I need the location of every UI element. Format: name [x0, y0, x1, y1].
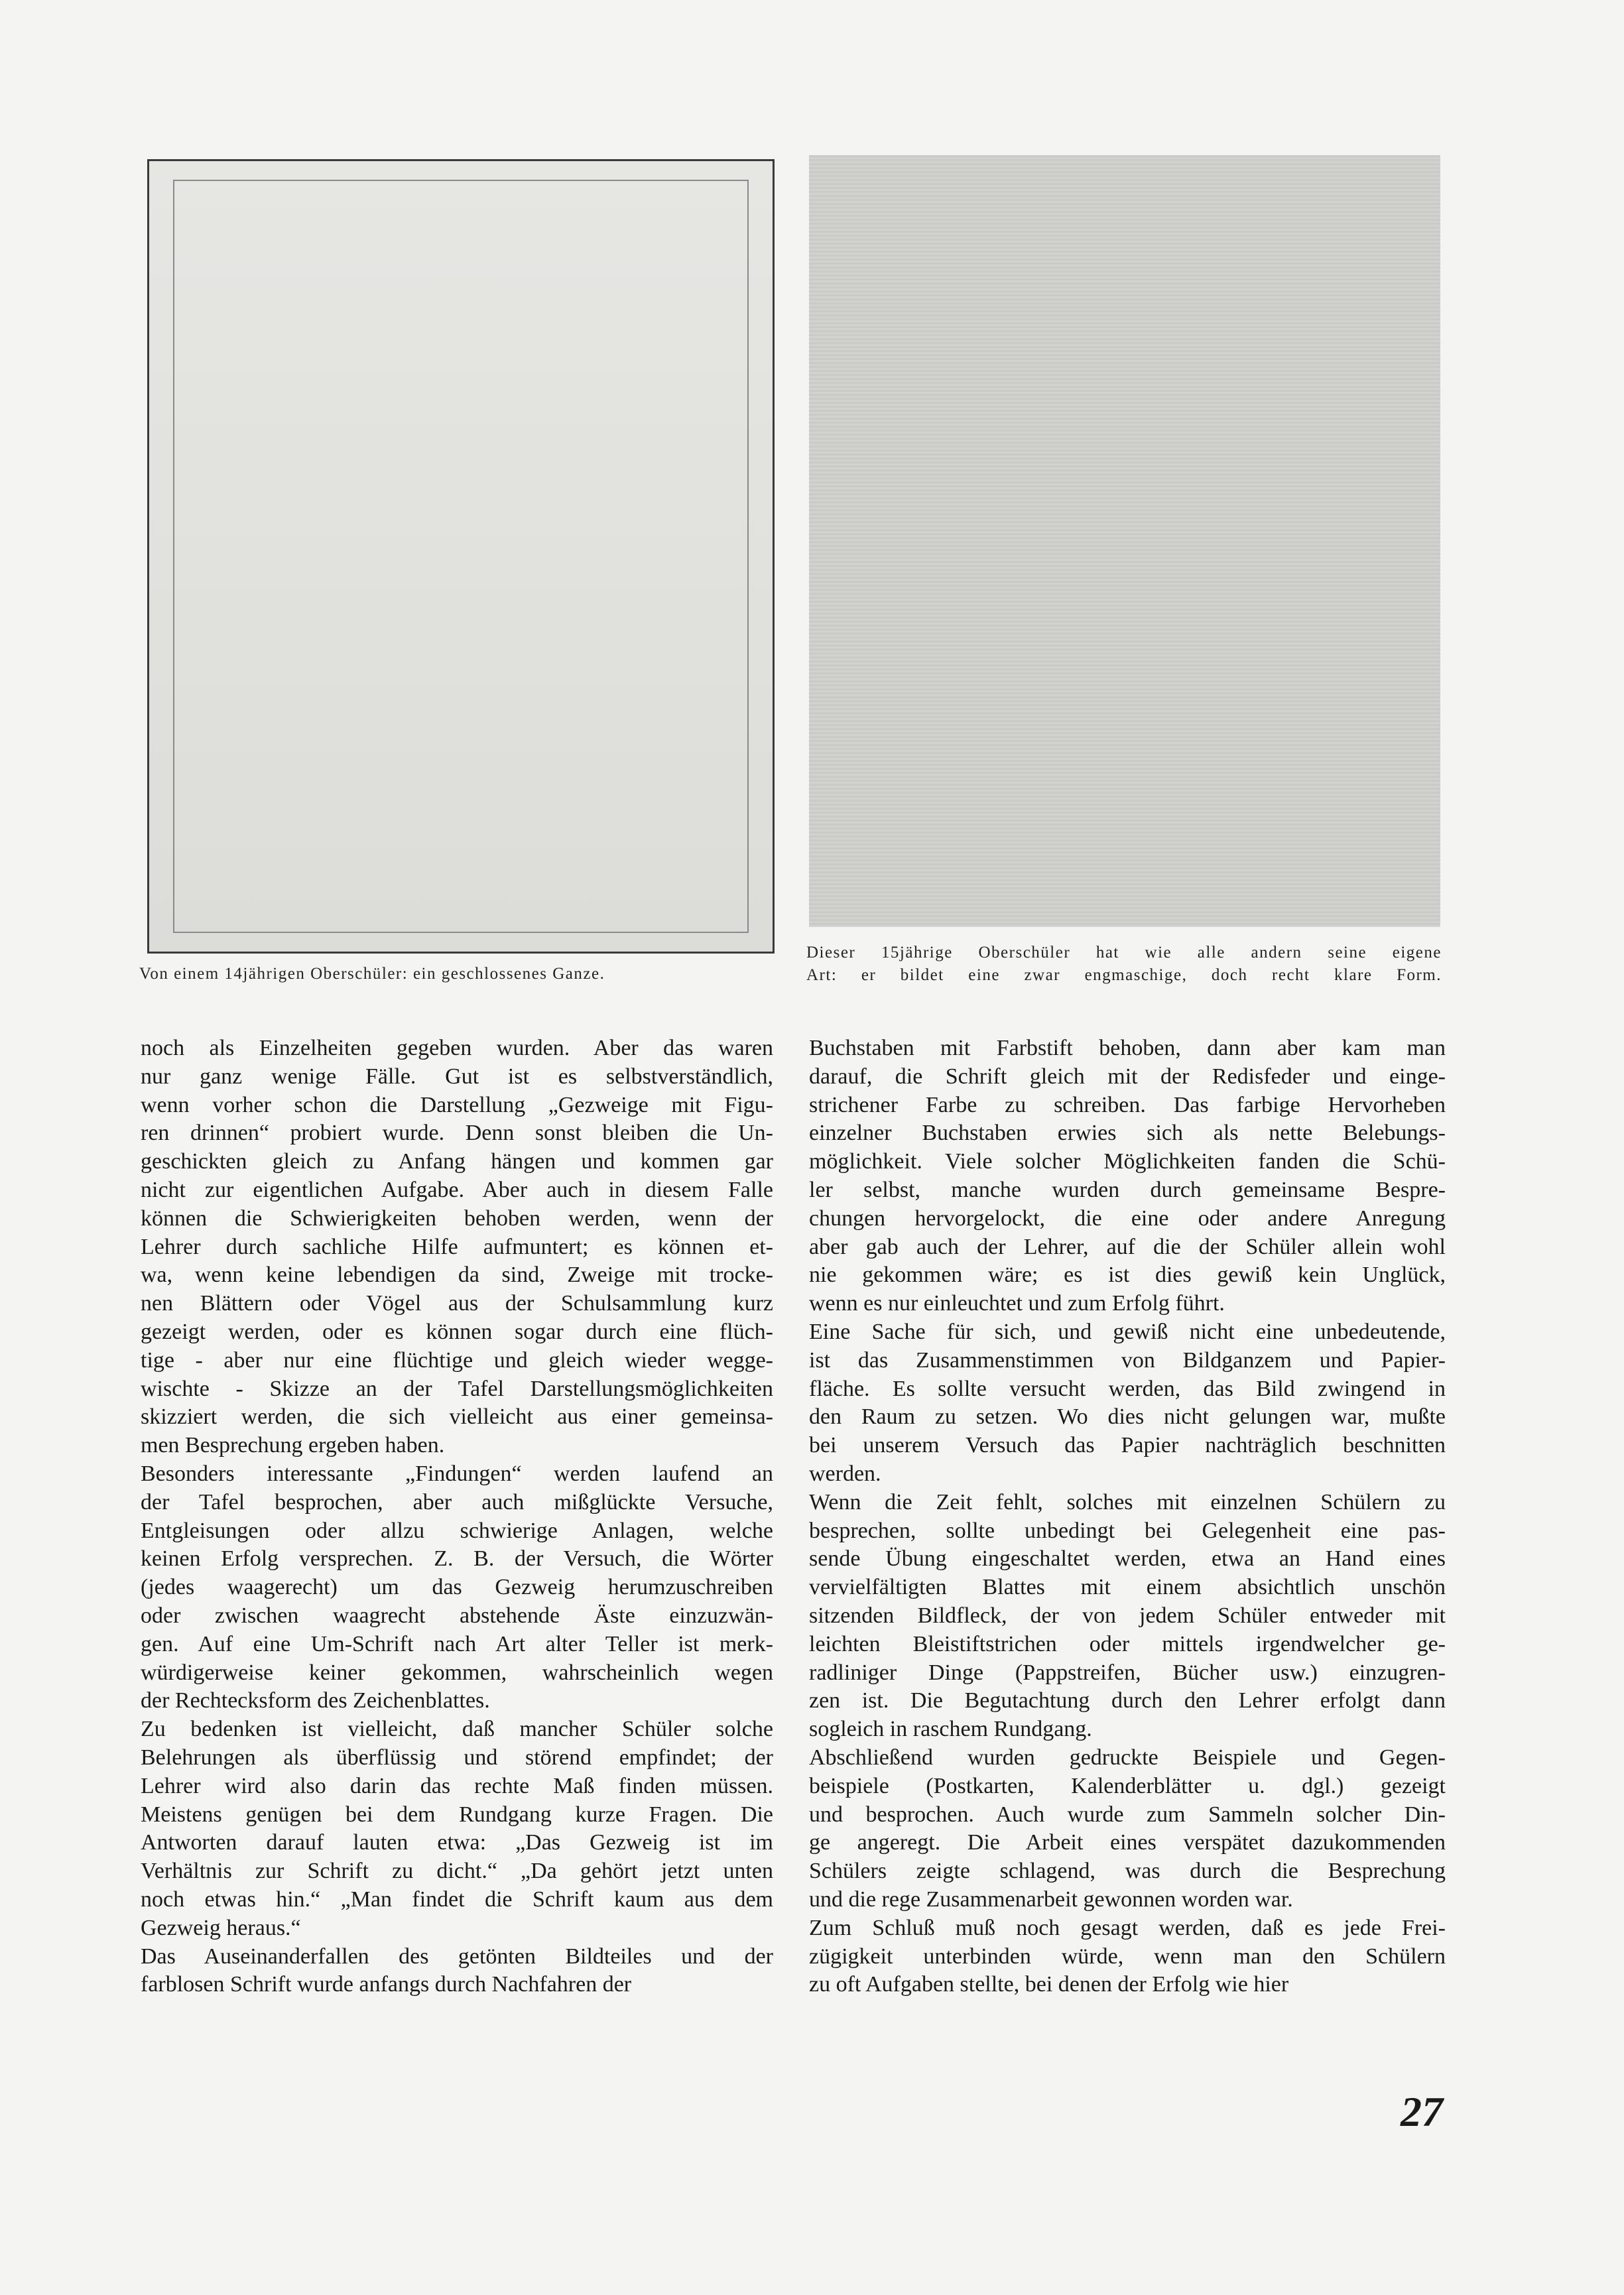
text-line: darauf, die Schrift gleich mit der Redisfeder und einge- [809, 1064, 1446, 1089]
text-line: Meistens genügen bei dem Rundgang kurze Fragen. Die [141, 1802, 773, 1827]
text-line: chungen hervorgelockt, die eine oder andere Anregung [809, 1206, 1446, 1231]
text-column-left [141, 1034, 773, 1999]
text-line: gen. Auf eine Um-Schrift nach Art alter Teller ist merk- [141, 1631, 773, 1656]
text-line: ren drinnen“ probiert wurde. Denn sonst bleiben die Un- [141, 1121, 773, 1146]
text-line: Verhältnis zur Schrift zu dicht.“ „Da gehört jetzt unten [141, 1859, 773, 1884]
text-line: noch etwas hin.“ „Man findet die Schrift kaum aus dem [141, 1887, 773, 1912]
text-line: den Raum zu setzen. Wo dies nicht gelungen war, mußte [809, 1404, 1446, 1430]
caption-right-line: Dieser 15jährige Oberschüler hat wie alle andern seine eigene [806, 944, 1442, 961]
text-line: radliniger Dinge (Pappstreifen, Bücher usw.) einzugren- [809, 1660, 1446, 1685]
text-line: nen Blättern oder Vögel aus der Schulsammlung kurz [141, 1291, 773, 1316]
text-line: der Tafel besprochen, aber auch mißglückte Versuche, [141, 1489, 773, 1515]
text-line: nicht zur eigentlichen Aufgabe. Aber auch in diesem Falle [141, 1177, 773, 1202]
text-line: sogleich in raschem Rundgang. [809, 1717, 1092, 1742]
text-line: möglichkeit. Viele solcher Möglichkeiten fanden die Schü- [809, 1149, 1446, 1174]
text-line: zu oft Aufgaben stellte, bei denen der Erfolg wie hier [809, 1972, 1289, 1997]
text-line: vervielfältigten Blattes mit einem absichtlich unschön [809, 1575, 1446, 1600]
text-line: ler selbst, manche wurden durch gemeinsame Bespre- [809, 1177, 1446, 1202]
text-line: Lehrer durch sachliche Hilfe aufmuntert; es können et- [141, 1234, 773, 1259]
text-line: Lehrer wird also darin das rechte Maß finden müssen. [141, 1773, 773, 1798]
text-line: Abschließend wurden gedruckte Beispiele und Gegen- [809, 1745, 1446, 1770]
text-line: zügigkeit unterbinden würde, wenn man den Schülern [809, 1944, 1446, 1969]
text-line: geschickten gleich zu Anfang hängen und kommen gar [141, 1149, 773, 1174]
text-line: gezeigt werden, oder es können sogar durch eine flüch- [141, 1319, 773, 1344]
text-line: wenn es nur einleuchtet und zum Erfolg führt. [809, 1291, 1225, 1316]
text-line: strichener Farbe zu schreiben. Das farbige Hervorheben [809, 1092, 1446, 1117]
text-line: oder zwischen waagrecht abstehende Äste einzuzwän- [141, 1603, 773, 1628]
text-line: Buchstaben mit Farbstift behoben, dann aber kam man [809, 1036, 1446, 1060]
figure-left [147, 159, 775, 954]
text-line: tige - aber nur eine flüchtige und gleich wieder wegge- [141, 1347, 773, 1373]
text-line: Schülers zeigte schlagend, was durch die Besprechung [809, 1859, 1446, 1884]
page-number: 27 [1401, 2088, 1443, 2135]
text-line: sende Übung eingeschaltet werden, etwa an Hand eines [809, 1546, 1446, 1572]
text-column-right [809, 1034, 1446, 1999]
text-line: und besprochen. Auch wurde zum Sammeln solcher Din- [809, 1802, 1446, 1827]
text-line: Entgleisungen oder allzu schwierige Anlagen, welche [141, 1518, 773, 1543]
text-line: sitzenden Bildfleck, der von jedem Schüler entweder mit [809, 1603, 1446, 1628]
text-line: der Rechtecksform des Zeichenblattes. [141, 1688, 490, 1713]
caption-right [806, 942, 1442, 987]
text-line: zen ist. Die Begutachtung durch den Lehrer erfolgt dann [809, 1688, 1446, 1713]
text-line: Eine Sache für sich, und gewiß nicht eine unbedeutende, [809, 1319, 1446, 1344]
text-line: leichten Bleistiftstrichen oder mittels irgendwelcher ge- [809, 1631, 1446, 1656]
text-line: farblosen Schrift wurde anfangs durch Nachfahren der [141, 1972, 632, 1997]
text-line: einzelner Buchstaben erwies sich als nette Belebungs- [809, 1121, 1446, 1146]
text-line: Zu bedenken ist vielleicht, daß mancher Schüler solche [141, 1717, 773, 1742]
text-line: besprechen, sollte unbedingt bei Gelegenheit eine pas- [809, 1518, 1446, 1543]
text-line: Wenn die Zeit fehlt, solches mit einzelnen Schülern zu [809, 1489, 1446, 1515]
text-line: nur ganz wenige Fälle. Gut ist es selbstverständlich, [141, 1064, 773, 1089]
caption-left: Von einem 14jährigen Oberschüler: ein geschlossenes Ganze. [139, 965, 605, 983]
text-line: Belehrungen als überflüssig und störend empfindet; der [141, 1745, 773, 1770]
text-line: ge angeregt. Die Arbeit eines verspätet dazukommenden [809, 1830, 1446, 1855]
text-line: men Besprechung ergeben haben. [141, 1433, 445, 1458]
text-line: aber gab auch der Lehrer, auf die der Schüler allein wohl [809, 1234, 1446, 1259]
text-line: Zum Schluß muß noch gesagt werden, daß es jede Frei- [809, 1915, 1446, 1940]
text-line: keinen Erfolg versprechen. Z. B. der Versuch, die Wörter [141, 1546, 773, 1572]
caption-right-line: Art: er bildet eine zwar engmaschige, doch recht klare Form. [806, 966, 1442, 984]
text-line: bei unserem Versuch das Papier nachträglich beschnitten [809, 1433, 1446, 1458]
text-line: nie gekommen wäre; es ist dies gewiß kein Unglück, [809, 1263, 1446, 1288]
text-line: Gezweig heraus.“ [141, 1915, 301, 1940]
text-line: wa, wenn keine lebendigen da sind, Zweige mit trocke- [141, 1263, 773, 1288]
text-line: wischte - Skizze an der Tafel Darstellungsmöglichkeiten [141, 1376, 773, 1401]
text-line: Antworten darauf lauten etwa: „Das Gezweig ist im [141, 1830, 773, 1855]
text-line: beispiele (Postkarten, Kalenderblätter u. dgl.) gezeigt [809, 1773, 1446, 1798]
text-line: Das Auseinanderfallen des getönten Bildteiles und der [141, 1944, 773, 1969]
text-line: Besonders interessante „Findungen“ werden laufend an [141, 1461, 773, 1486]
text-line: noch als Einzelheiten gegeben wurden. Aber das waren [141, 1036, 773, 1060]
text-line: können die Schwierigkeiten behoben werden, wenn der [141, 1206, 773, 1231]
text-line: (jedes waagerecht) um das Gezweig herumzuschreiben [141, 1575, 773, 1600]
text-line: und die rege Zusammenarbeit gewonnen worden war. [809, 1887, 1293, 1912]
text-line: wenn vorher schon die Darstellung „Gezweige mit Figu- [141, 1092, 773, 1117]
text-line: fläche. Es sollte versucht werden, das Bild zwingend in [809, 1376, 1446, 1401]
text-line: würdigerweise keiner gekommen, wahrscheinlich wegen [141, 1660, 773, 1685]
text-line: skizziert werden, die sich vielleicht aus einer gemeinsa- [141, 1404, 773, 1430]
text-line: werden. [809, 1461, 881, 1486]
text-line: ist das Zusammenstimmen von Bildganzem und Papier- [809, 1347, 1446, 1373]
figure-right [809, 155, 1440, 927]
